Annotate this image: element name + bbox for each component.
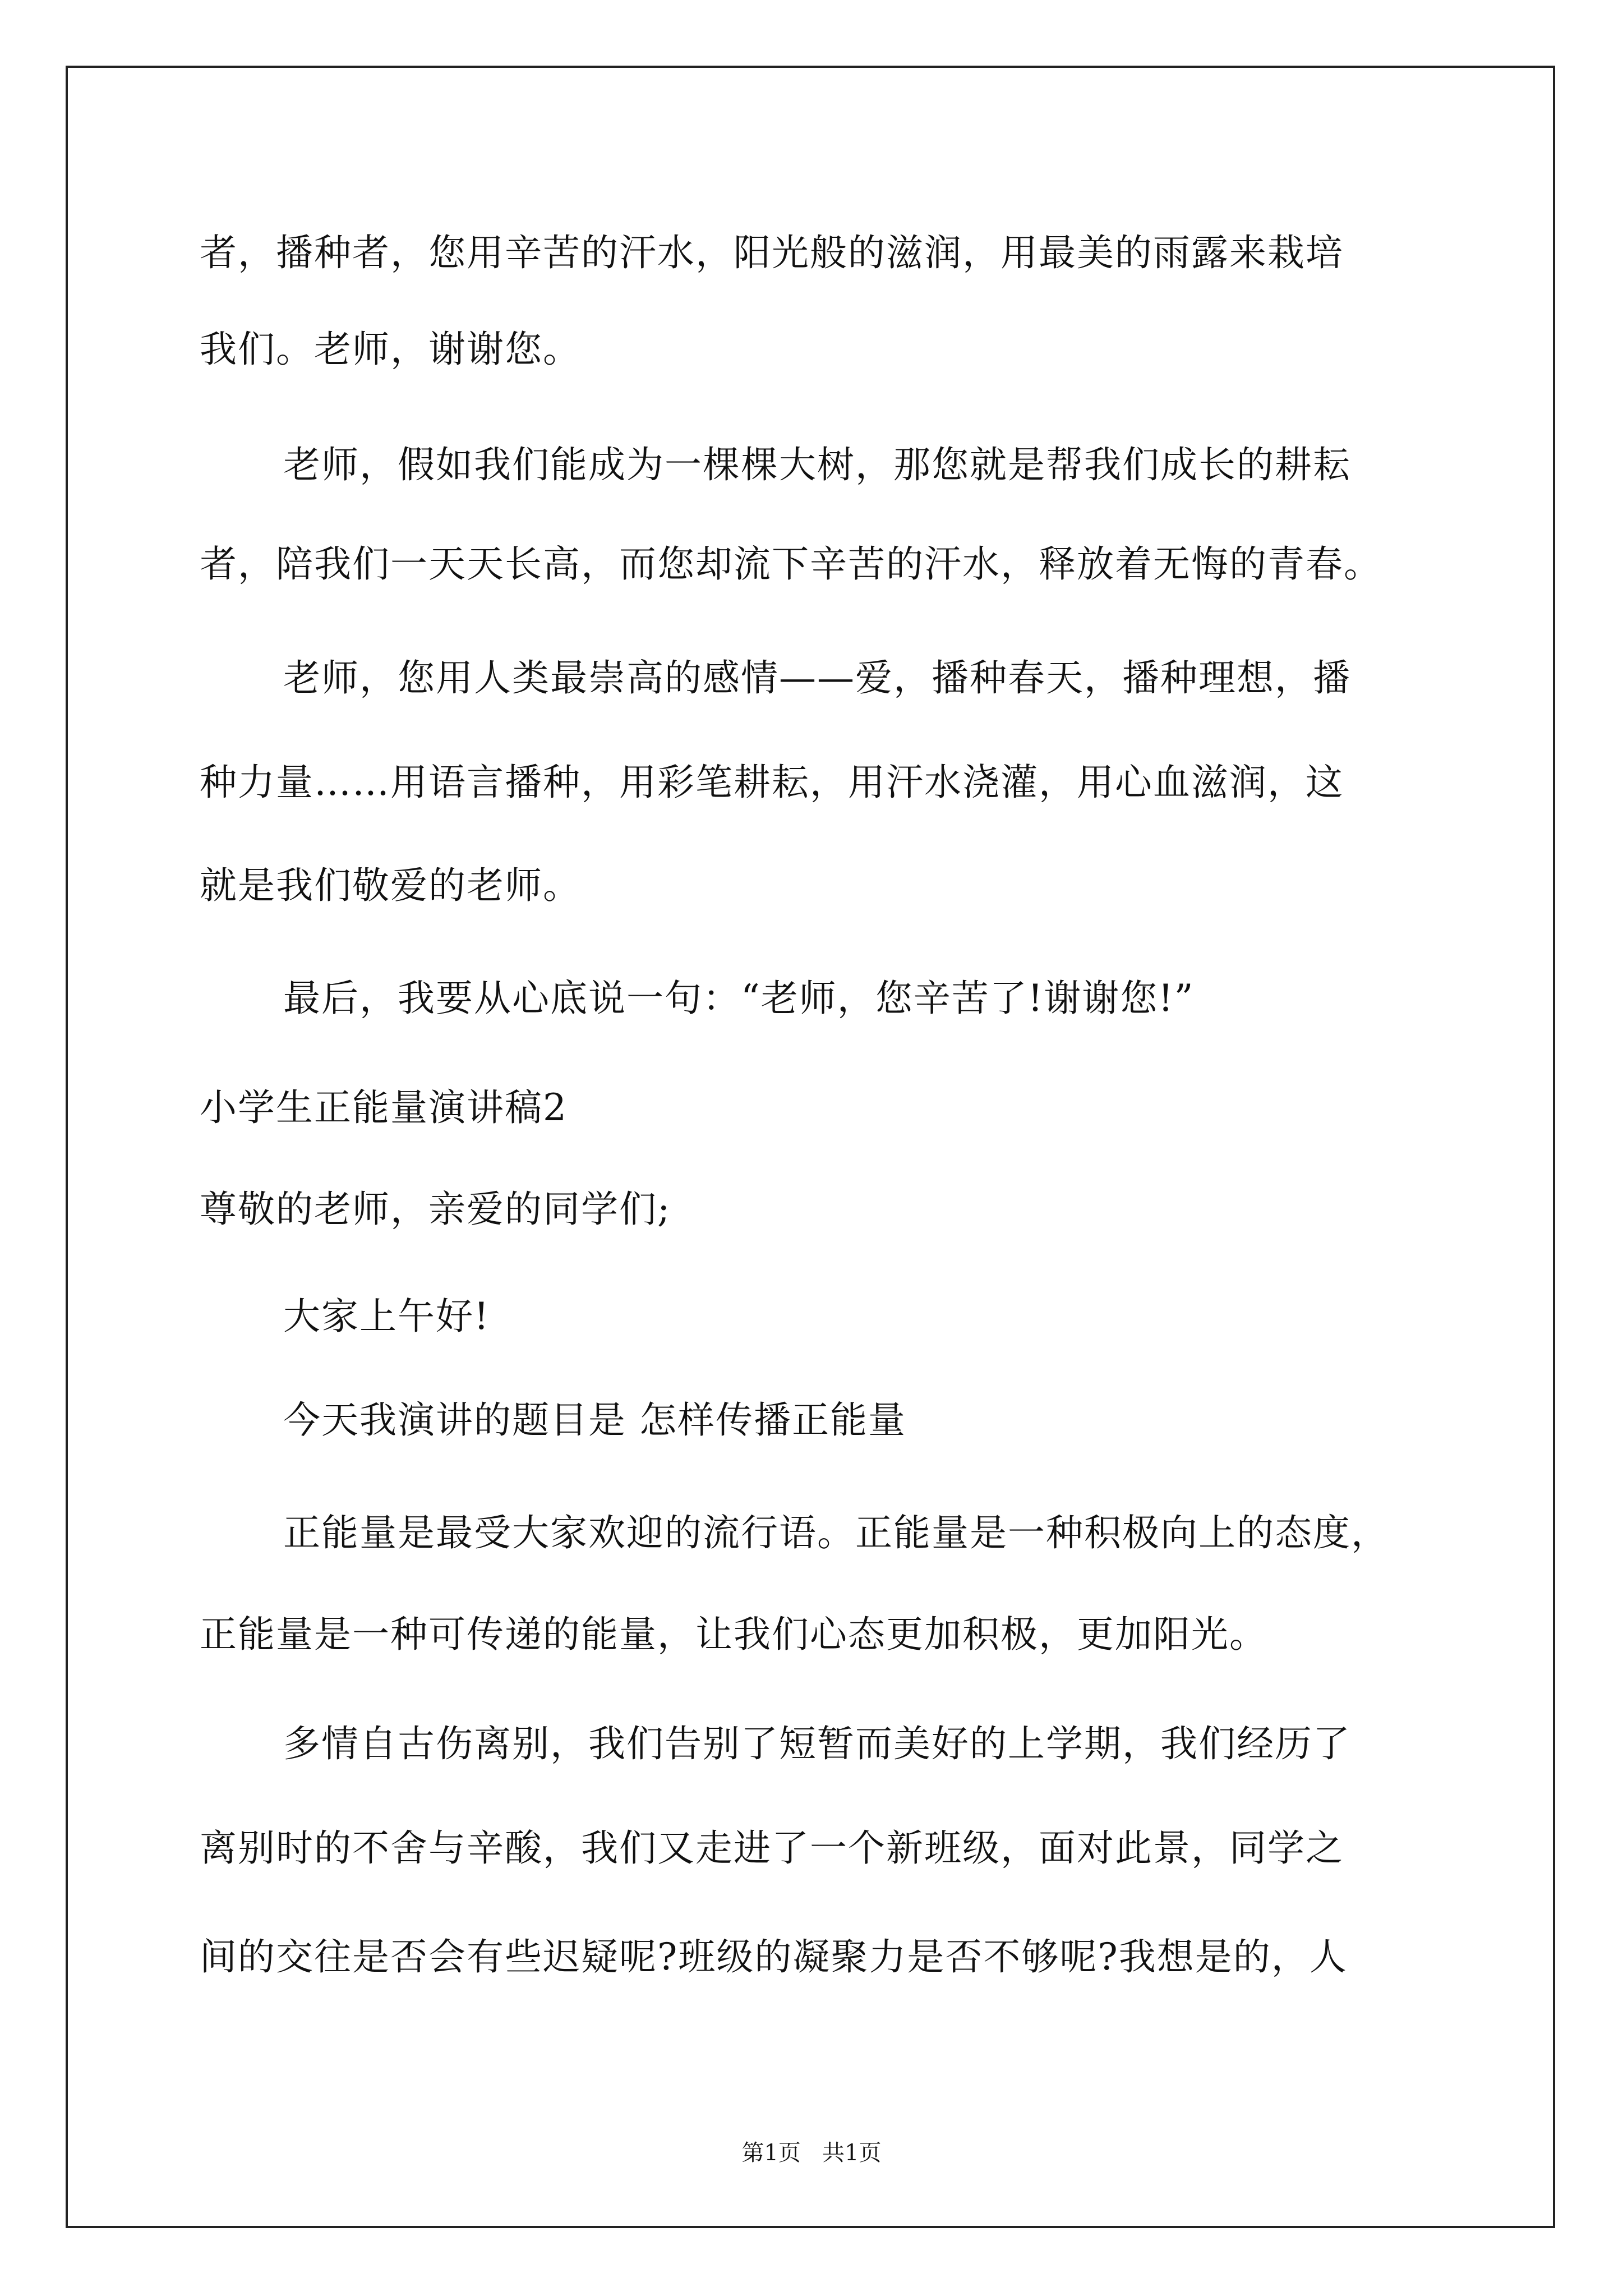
text-line: 就是我们敬爱的老师。 xyxy=(200,864,581,907)
text-line: 间的交往是否会有些迟疑呢?班级的凝聚力是否不够呢?我想是的，人 xyxy=(200,1935,1348,1978)
paragraph-first-line: 最后，我要从心底说一句：“老师，您辛苦了!谢谢您!” xyxy=(283,977,1195,1020)
section-title: 小学生正能量演讲稿2 xyxy=(200,1086,568,1129)
text-line: 者，陪我们一天天长高，而您却流下辛苦的汗水，释放着无悔的青春。 xyxy=(200,542,1382,586)
paragraph-first-line: 正能量是最受大家欢迎的流行语。正能量是一种积极向上的态度， xyxy=(283,1511,1389,1554)
text-line: 正能量是一种可传递的能量，让我们心态更加积极，更加阳光。 xyxy=(200,1613,1267,1656)
page-footer: 第1页 共1页 xyxy=(741,2140,882,2166)
text-line: 离别时的不舍与辛酸，我们又走进了一个新班级，面对此景，同学之 xyxy=(200,1826,1344,1870)
text-line: 者，播种者，您用辛苦的汗水，阳光般的滋润，用最美的雨露来栽培 xyxy=(200,231,1344,274)
page-border xyxy=(66,66,1555,2228)
paragraph-first-line: 老师，您用人类最崇高的感情——爱，播种春天，播种理想，播 xyxy=(283,656,1351,700)
paragraph-first-line: 多情自古伤离别，我们告别了短暂而美好的上学期，我们经历了 xyxy=(283,1722,1351,1765)
text-line: 我们。老师，谢谢您。 xyxy=(200,328,581,371)
greeting: 大家上午好! xyxy=(283,1295,490,1338)
text-line: 种力量……用语言播种，用彩笔耕耘，用汗水浇灌，用心血滋润，这 xyxy=(200,761,1344,804)
paragraph-first-line: 老师，假如我们能成为一棵棵大树，那您就是帮我们成长的耕耘 xyxy=(283,443,1351,486)
salutation: 尊敬的老师，亲爱的同学们; xyxy=(200,1188,671,1231)
paragraph-first-line: 今天我演讲的题目是 怎样传播正能量 xyxy=(283,1398,906,1442)
